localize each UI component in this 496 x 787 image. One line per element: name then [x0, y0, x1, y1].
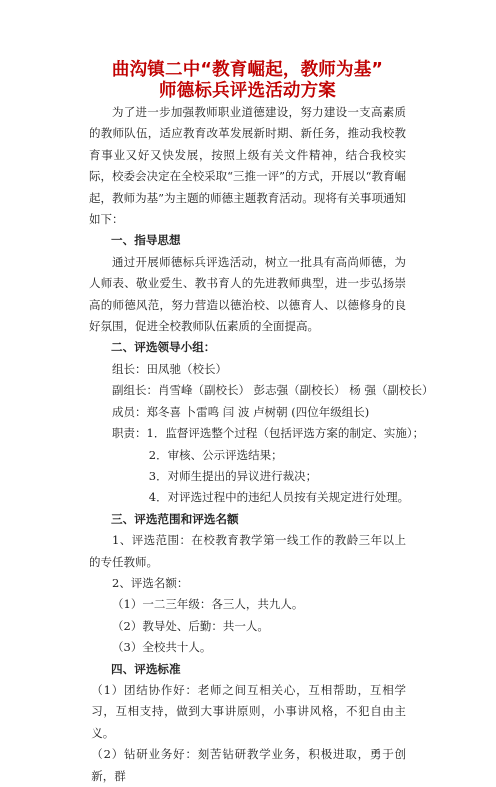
quota-item-3: （3）全校共十人。 [112, 640, 212, 655]
duty-item-2: 2．审核、公示评选结果； [148, 447, 283, 462]
section-heading-leadership-group: 二、评选领导小组： [111, 340, 216, 355]
duty-item-1: 职责：1．监督评选整个过程（包括评选方案的制定、实施）； [112, 426, 425, 441]
scope-paragraph: 1、评选范围：在校教育教学第一线工作的教龄三年以上的专任教师。 [89, 533, 406, 569]
document-title-line2: 师德标兵评选活动方案 [159, 81, 336, 101]
section-heading-guiding-thought: 一、指导思想 [111, 233, 181, 248]
duty-item-4: 4．对评选过程中的违纪人员按有关规定进行处理。 [148, 490, 410, 505]
guiding-thought-paragraph: 通过开展师德标兵评选活动，树立一批具有高尚师德，为人师表、敬业爱生、教书育人的先进教师典型，进一步弘扬崇高的师德风范，努力营造以德治校、以德育人、以德修身的良好氛围，促进全校教师队伍素质的全面提高。 [89, 254, 406, 334]
quota-label: 2、评选名额： [112, 575, 189, 590]
quota-item-2: （2）教导处、后勤：共一人。 [112, 618, 269, 633]
quota-item-1: （1）一二三年级：各三人，共九人。 [112, 597, 304, 612]
criteria-item-2: （2）钻研业务好：刻苦钻研教学业务，积极进取，勇于创新，群 [91, 747, 406, 783]
document-title-line1: 曲沟镇二中“教育崛起，教师为基” [111, 60, 384, 80]
group-members-line: 成员：郑冬喜 卜雷鸣 闫 波 卢树朝 (四位年级组长) [112, 404, 370, 419]
intro-paragraph: 为了进一步加强教师职业道德建设，努力建设一支高素质的教师队伍，适应教育改革发展新时期、新任务，推动我校教育事业又好又快发展，按照上级有关文件精神，结合我校实际，校委会决定在全校采取“三推一评”的方式，开展以“教育崛起，教师为基”为主题的师德主题教育活动。现将有关事项通知如下： [89, 105, 406, 227]
group-leader-line: 组长：田凤驰（校长） [112, 361, 227, 376]
group-deputies-line: 副组长：肖雪峰（副校长） 彭志强（副校长） 杨 强（副校长） [112, 383, 434, 398]
criteria-item-1: （1）团结协作好：老师之间互相关心，互相帮助，互相学习，互相支持，做到大事讲原则，小事讲风格，不犯自由主义。 [91, 682, 406, 740]
duty-item-3: 3．对师生提出的异议进行裁决； [148, 468, 318, 483]
section-heading-scope-quota: 三、评选范围和评选名额 [111, 511, 239, 526]
section-heading-criteria: 四、评选标准 [111, 661, 181, 676]
